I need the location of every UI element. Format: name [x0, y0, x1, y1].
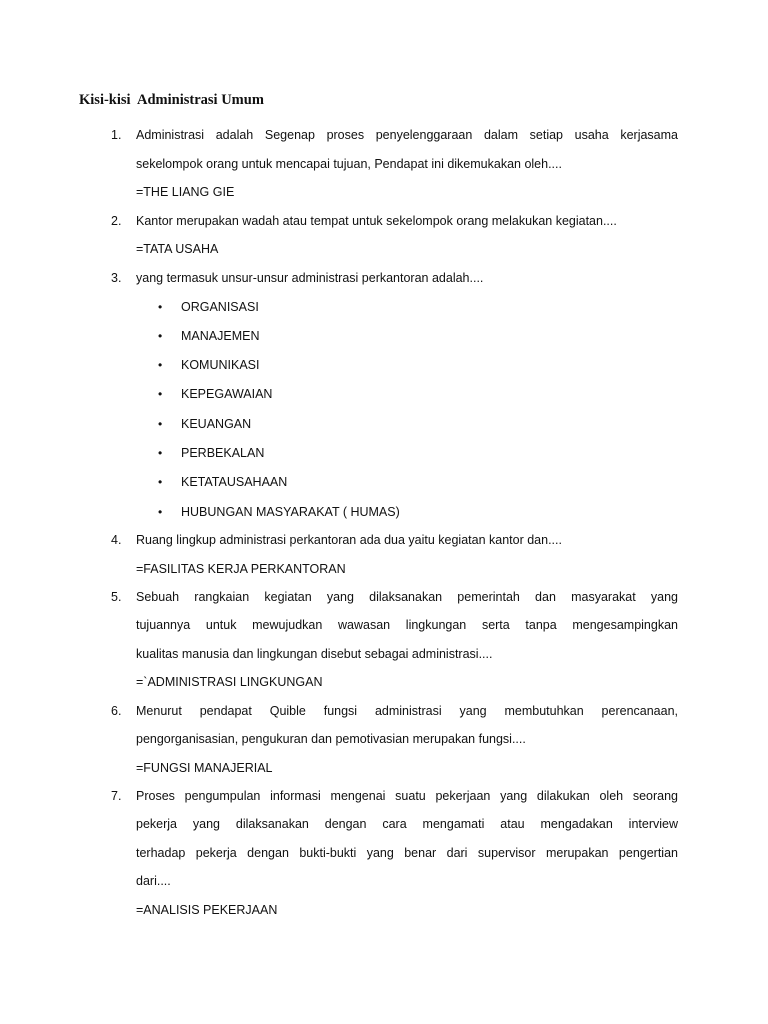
question-text: Menurut pendapat Quible fungsi administrasi yang membutuhkan perencanaan,	[136, 704, 678, 718]
question-text: tujuannya untuk mewujudkan wawasan lingkungan serta tanpa mengesampingkan	[136, 618, 678, 632]
question-text: Proses pengumpulan informasi mengenai suatu pekerjaan yang dilakukan oleh seorang	[136, 789, 678, 803]
question-text: pekerja yang dilaksanakan dengan cara mengamati atau mengadakan interview	[136, 817, 678, 831]
bullet-icon: •	[158, 475, 163, 489]
document-title: Kisi-kisi Administrasi Umum	[79, 92, 264, 108]
bullet-icon: •	[158, 446, 163, 460]
question-text: Sebuah rangkaian kegiatan yang dilaksanakan pemerintah dan masyarakat yang	[136, 590, 678, 604]
question-text: yang termasuk unsur-unsur administrasi perkantoran adalah....	[136, 271, 484, 285]
question-number: 6.	[111, 704, 122, 718]
question-text: dari....	[136, 874, 171, 888]
question-text: terhadap pekerja dengan bukti-bukti yang benar dari supervisor merupakan pengertian	[136, 846, 678, 860]
question-text: kualitas manusia dan lingkungan disebut sebagai administrasi....	[136, 647, 493, 661]
list-item: KOMUNIKASI	[181, 358, 260, 372]
question-text: pengorganisasian, pengukuran dan pemotivasian merupakan fungsi....	[136, 732, 526, 746]
bullet-icon: •	[158, 387, 163, 401]
bullet-icon: •	[158, 417, 163, 431]
list-item: ORGANISASI	[181, 300, 259, 314]
answer-text: =`ADMINISTRASI LINGKUNGAN	[136, 675, 323, 689]
question-text: Ruang lingkup administrasi perkantoran ada dua yaitu kegiatan kantor dan....	[136, 533, 562, 547]
answer-text: =FASILITAS KERJA PERKANTORAN	[136, 562, 346, 576]
question-number: 2.	[111, 214, 122, 228]
question-text: Administrasi adalah Segenap proses penyelenggaraan dalam setiap usaha kerjasama	[136, 128, 678, 142]
question-number: 3.	[111, 271, 122, 285]
question-text: sekelompok orang untuk mencapai tujuan, Pendapat ini dikemukakan oleh....	[136, 157, 562, 171]
question-text: Kantor merupakan wadah atau tempat untuk sekelompok orang melakukan kegiatan....	[136, 214, 617, 228]
question-number: 5.	[111, 590, 122, 604]
list-item: KETATAUSAHAAN	[181, 475, 288, 489]
bullet-icon: •	[158, 300, 163, 314]
question-number: 7.	[111, 789, 122, 803]
answer-text: =FUNGSI MANAJERIAL	[136, 761, 273, 775]
list-item: HUBUNGAN MASYARAKAT ( HUMAS)	[181, 505, 400, 519]
list-item: MANAJEMEN	[181, 329, 260, 343]
answer-text: =ANALISIS PEKERJAAN	[136, 903, 278, 917]
bullet-icon: •	[158, 329, 163, 343]
question-number: 1.	[111, 128, 122, 142]
list-item: PERBEKALAN	[181, 446, 265, 460]
answer-text: =TATA USAHA	[136, 242, 219, 256]
bullet-icon: •	[158, 358, 163, 372]
answer-text: =THE LIANG GIE	[136, 185, 235, 199]
list-item: KEPEGAWAIAN	[181, 387, 273, 401]
list-item: KEUANGAN	[181, 417, 252, 431]
bullet-icon: •	[158, 505, 163, 519]
question-number: 4.	[111, 533, 122, 547]
